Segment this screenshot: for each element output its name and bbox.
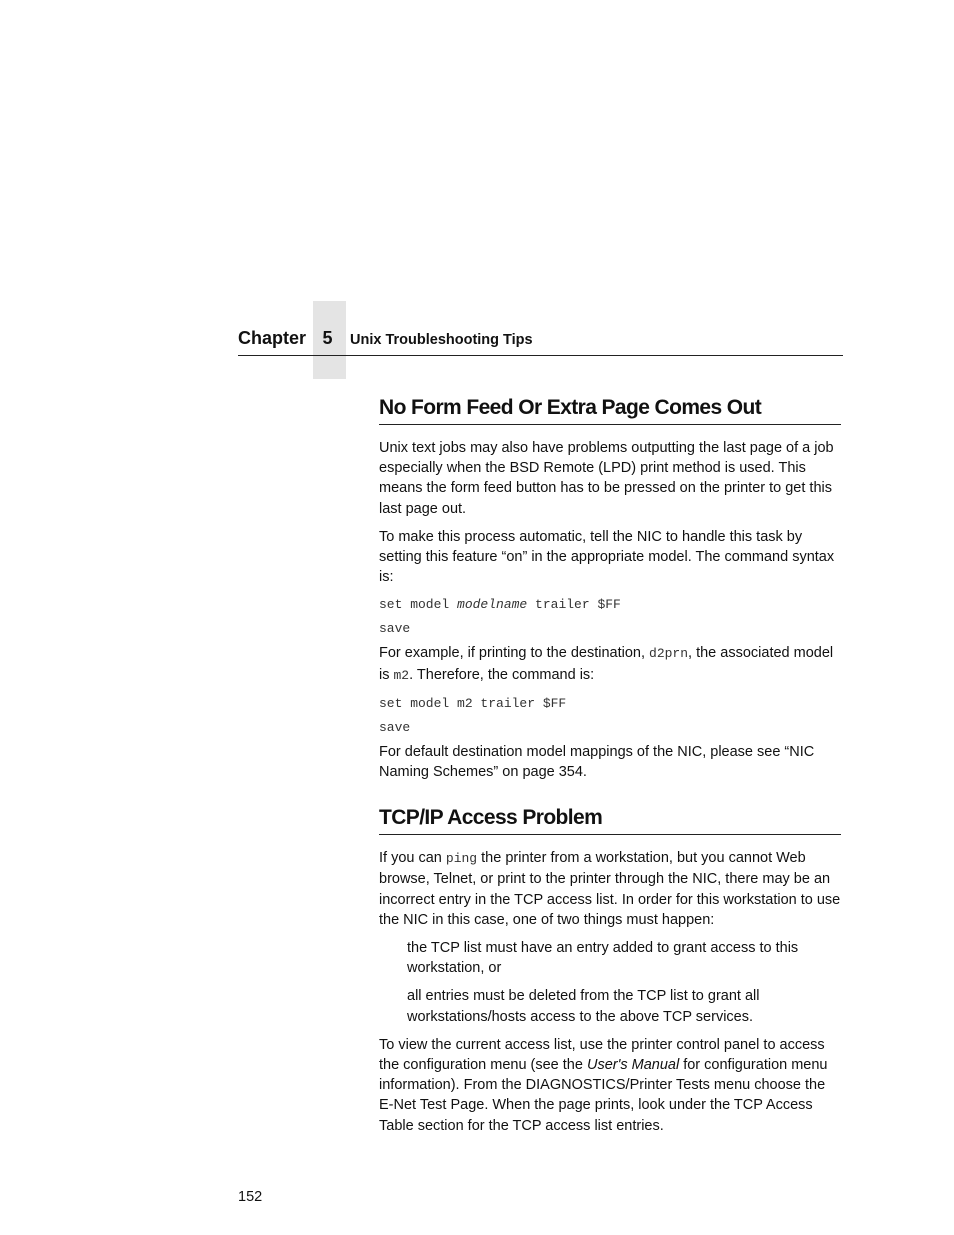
text-run: To view the current access list, use the printer control panel to access the configuration menu (see the bbox=[379, 1036, 825, 1074]
page-content bbox=[379, 394, 841, 1144]
code-text: set model bbox=[379, 597, 458, 613]
text-run: If you can bbox=[379, 850, 446, 867]
code-line: save bbox=[379, 621, 411, 637]
list-item: all entries must be deleted from the TCP list to grant all workstations/hosts access to the above TCP services. bbox=[407, 988, 760, 1025]
chapter-number: 5 bbox=[322, 328, 333, 348]
paragraph: For default destination model mappings of the NIC, please see “NIC Naming Schemes” on page 354. bbox=[379, 743, 815, 781]
page-number: 152 bbox=[238, 1189, 263, 1205]
section-heading-no-form-feed: No Form Feed Or Extra Page Comes Out bbox=[379, 394, 841, 425]
text-run: For example, if printing to the destination, bbox=[379, 645, 650, 662]
paragraph bbox=[379, 1035, 841, 1136]
text-run: , the associated model is bbox=[379, 645, 834, 683]
paragraph bbox=[379, 643, 841, 685]
manual-title: User's Manual bbox=[586, 1057, 680, 1074]
paragraph: To make this process automatic, tell the NIC to handle this task by setting this feature “on” in the appropriate model. The command syntax is: bbox=[379, 528, 835, 586]
chapter-label: Chapter bbox=[238, 328, 307, 348]
inline-code: ping bbox=[445, 851, 478, 867]
inline-code: d2prn bbox=[649, 646, 689, 662]
paragraph bbox=[379, 848, 841, 930]
code-placeholder: modelname bbox=[457, 597, 528, 613]
text-run: for configuration menu information). From the DIAGNOSTICS/Printer Tests menu choose the E-Net Test Page. When the page prints, look under the TCP Access Table section for the TCP access list entries. bbox=[379, 1057, 828, 1134]
header-divider bbox=[238, 355, 843, 356]
text-run: . Therefore, the command is: bbox=[409, 666, 595, 683]
inline-code: m2 bbox=[393, 667, 410, 683]
code-line: set model m2 trailer $FF bbox=[379, 695, 567, 711]
section-heading-tcpip-access: TCP/IP Access Problem bbox=[379, 804, 841, 835]
code-line bbox=[379, 595, 841, 615]
chapter-title: Unix Troubleshooting Tips bbox=[350, 332, 533, 348]
code-text: trailer $FF bbox=[527, 597, 621, 613]
list-item: the TCP list must have an entry added to grant access to this workstation, or bbox=[407, 940, 799, 977]
code-line: save bbox=[379, 719, 411, 735]
text-run: the printer from a workstation, but you cannot Web browse, Telnet, or print to the printer through the NIC, there may be an incorrect entry in the TCP access list. In order for this workstation to use the NIC in this case, one of two things must happen: bbox=[379, 850, 841, 928]
paragraph: Unix text jobs may also have problems outputting the last page of a job especially when the BSD Remote (LPD) print method is used. This means the form feed button has to be pressed on the printer to get this last page out. bbox=[379, 440, 834, 517]
